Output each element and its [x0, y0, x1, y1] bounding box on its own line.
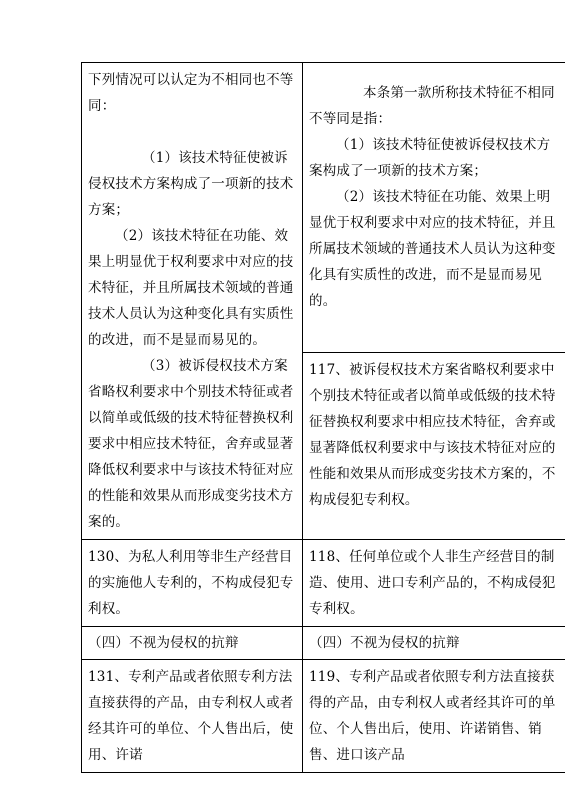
table-cell-left [82, 660, 303, 773]
section-heading-left [82, 627, 303, 660]
paragraph: （四）不视为侵权的抗辩 [88, 635, 239, 651]
table-row [82, 63, 565, 353]
paragraph: （四）不视为侵权的抗辩 [309, 635, 460, 651]
table-cell-right [303, 660, 565, 773]
paragraph: （2）该技术特征在功能、效果上明显优于权利要求中对应的技术特征，并且所属技术领域的普通技术人员认为这种变化具有实质性的改进，而不是显而易见的。 [88, 228, 294, 348]
paragraph: （3）被诉侵权技术方案省略权利要求中个别技术特征或者以简单或低级的技术特征替换权利要求中相应技术特征，舍弃或显著降低权利要求中与该技术特征对应的性能和效果从而形成变劣技术方案的。 [88, 358, 294, 530]
table-cell-right [303, 540, 565, 627]
paragraph: 131、专利产品或者依照专利方法直接获得的产品，由专利权人或者经其许可的单位、个人售出后，使用、许诺 [88, 669, 294, 763]
paragraph: 117、被诉侵权技术方案省略权利要求中个别技术特征或者以简单或低级的技术特征替换权利要求中相应技术特征，舍弃或显著降低权利要求中与该技术特征对应的性能和效果从而形成变劣技术方案的，不构成侵犯专利权。 [309, 362, 556, 509]
table-cell-right [303, 353, 565, 540]
paragraph: 118、任何单位或个人非生产经营目的制造、使用、进口专利产品的，不构成侵犯专利权。 [309, 549, 556, 617]
table-row [82, 660, 565, 773]
section-heading-right [303, 627, 565, 660]
paragraph: 130、为私人利用等非生产经营目的实施他人专利的，不构成侵犯专利权。 [88, 549, 294, 617]
table-cell-left [82, 540, 303, 627]
paragraph: （1）该技术特征使被诉侵权技术方案构成了一项新的技术方案； [309, 137, 551, 179]
paragraph: 本条第一款所称技术特征不相同不等同是指： [309, 85, 555, 127]
table-row [82, 627, 565, 660]
comparison-table [81, 62, 565, 773]
paragraph: 119、专利产品或者依照专利方法直接获得的产品，由专利权人或者经其许可的单位、个人售出后，使用、许诺销售、销售、进口该产品 [309, 669, 556, 763]
paragraph: 下列情况可以认定为不相同也不等同： [88, 72, 294, 114]
table-cell-right [303, 63, 565, 353]
table-row [82, 540, 565, 627]
table-cell-left [82, 63, 303, 540]
paragraph: （2）该技术特征在功能、效果上明显优于权利要求中对应的技术特征，并且所属技术领域的普通技术人员认为这种变化具有实质性的改进，而不是显而易见的。 [309, 189, 556, 309]
paragraph: （1）该技术特征使被诉侵权技术方案构成了一项新的技术方案； [88, 150, 294, 218]
